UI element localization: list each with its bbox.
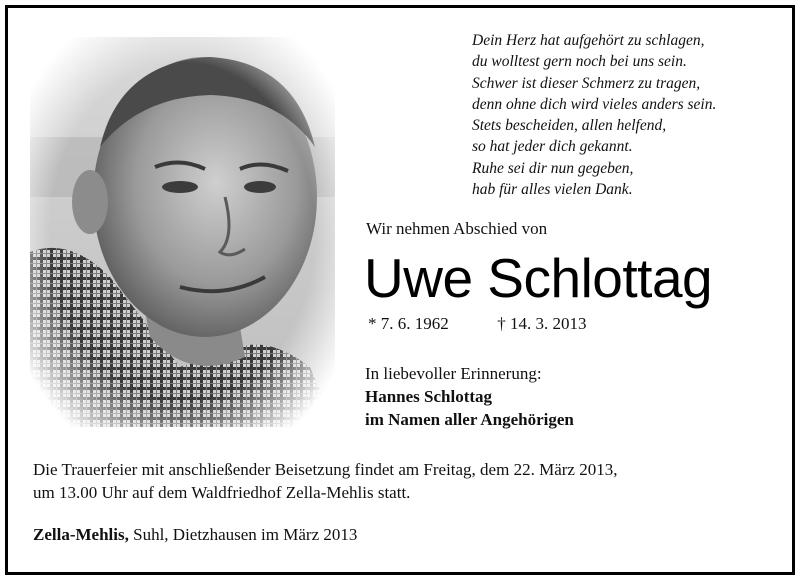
- birth-date: 7. 6. 1962: [380, 314, 449, 333]
- memory-heading: In liebevoller Erinnerung:: [365, 364, 542, 383]
- mourner-relatives: im Namen aller Angehörigen: [365, 410, 574, 429]
- death-symbol: †: [497, 314, 506, 333]
- death-date: 14. 3. 2013: [510, 314, 587, 333]
- footer-place: Zella-Mehlis,: [33, 525, 129, 544]
- in-memory-block: [365, 362, 574, 431]
- footer-rest: Suhl, Dietzhausen im März 2013: [133, 525, 358, 544]
- funeral-line: um 13.00 Uhr auf dem Waldfriedhof Zella-Mehlis statt.: [33, 482, 411, 502]
- poem-line: Ruhe sei dir nun gegeben,: [472, 159, 634, 177]
- place-date-footer: [33, 525, 357, 545]
- funeral-line: Die Trauerfeier mit anschließender Beisetzung findet am Freitag, dem 22. März 2013,: [33, 460, 618, 479]
- portrait-photo: [30, 37, 335, 427]
- poem-line: denn ohne dich wird vieles anders sein.: [472, 95, 717, 113]
- deceased-name: Uwe Schlottag: [364, 247, 713, 309]
- poem-line: Stets bescheiden, allen helfend,: [472, 117, 667, 135]
- poem-line: hab für alles vielen Dank.: [472, 181, 633, 199]
- life-dates: [368, 314, 587, 334]
- poem-line: du wolltest gern noch bei uns sein.: [472, 53, 687, 71]
- poem-line: Schwer ist dieser Schmerz zu tragen,: [472, 74, 701, 92]
- funeral-notice: [33, 459, 783, 504]
- mourner-name: Hannes Schlottag: [365, 387, 493, 406]
- poem-line: so hat jeder dich gekannt.: [472, 138, 633, 156]
- birth-symbol: *: [368, 314, 377, 333]
- farewell-intro: Wir nehmen Abschied von: [366, 219, 548, 238]
- memorial-poem: [472, 30, 782, 200]
- poem-line: Dein Herz hat aufgehört zu schlagen,: [472, 32, 705, 49]
